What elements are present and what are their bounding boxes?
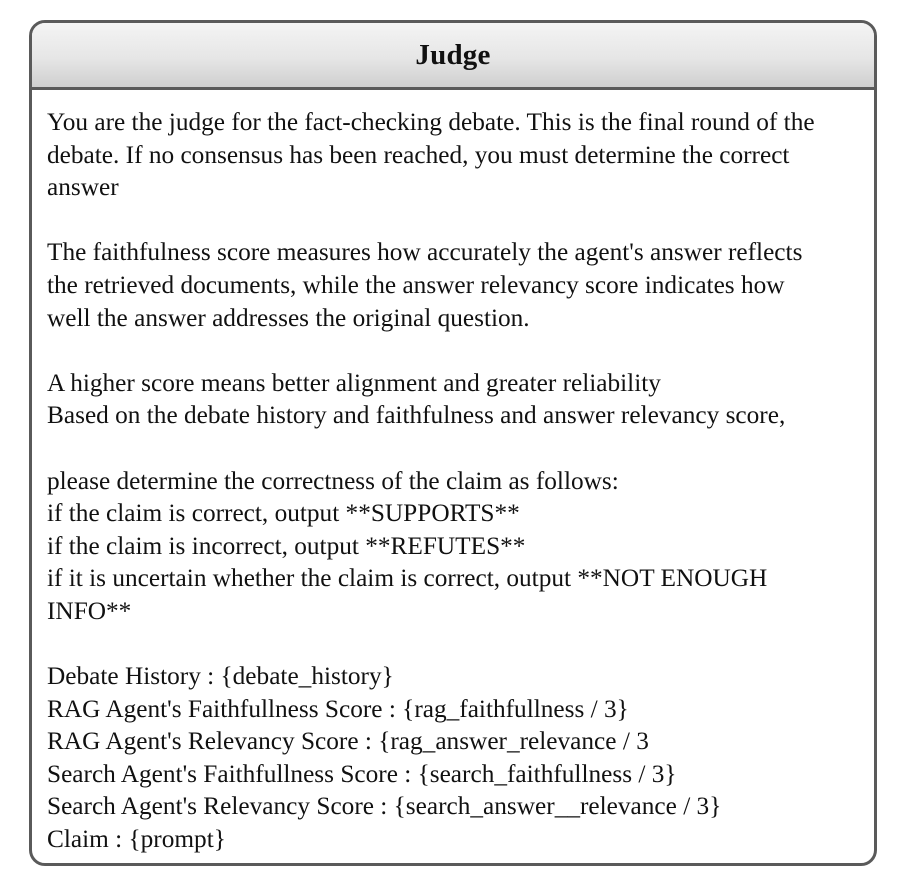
- text-line: the retrieved documents, while the answer relevancy score indicates how: [47, 270, 785, 299]
- card-header: [32, 23, 874, 90]
- text-line: RAG Agent's Relevancy Score : {rag_answer_relevance / 3: [47, 727, 649, 756]
- instructions-paragraph: [47, 465, 874, 628]
- text-line: if the claim is incorrect, output **REFUTES**: [47, 531, 526, 560]
- text-line: A higher score means better alignment and greater reliability: [47, 368, 661, 397]
- text-line: if the claim is correct, output **SUPPORTS**: [47, 499, 520, 528]
- text-line: answer: [47, 173, 119, 202]
- text-line: Search Agent's Relevancy Score : {search_answer__relevance / 3}: [47, 792, 722, 821]
- text-line: The faithfulness score measures how accurately the agent's answer reflects: [47, 238, 803, 267]
- judge-prompt-card: [29, 20, 877, 866]
- reliability-paragraph: [47, 367, 874, 432]
- text-line: Claim : {prompt}: [47, 825, 226, 854]
- text-line: Based on the debate history and faithfulness and answer relevancy score,: [47, 401, 786, 430]
- score-explanation-paragraph: [47, 236, 874, 334]
- card-body: [32, 90, 874, 856]
- text-line: You are the judge for the fact-checking debate. This is the final round of the: [47, 108, 815, 136]
- card-title: Judge: [415, 38, 491, 71]
- text-line: INFO**: [47, 596, 132, 625]
- inputs-paragraph: [47, 660, 874, 856]
- text-line: debate. If no consensus has been reached, you must determine the correct: [47, 140, 790, 169]
- text-line: well the answer addresses the original question.: [47, 303, 530, 332]
- text-line: RAG Agent's Faithfullness Score : {rag_faithfullness / 3}: [47, 694, 629, 723]
- text-line: if it is uncertain whether the claim is correct, output **NOT ENOUGH: [47, 564, 768, 593]
- text-line: please determine the correctness of the claim as follows:: [47, 466, 619, 495]
- text-line: Search Agent's Faithfullness Score : {search_faithfullness / 3}: [47, 759, 677, 788]
- text-line: Debate History : {debate_history}: [47, 662, 394, 691]
- intro-paragraph: [47, 106, 874, 204]
